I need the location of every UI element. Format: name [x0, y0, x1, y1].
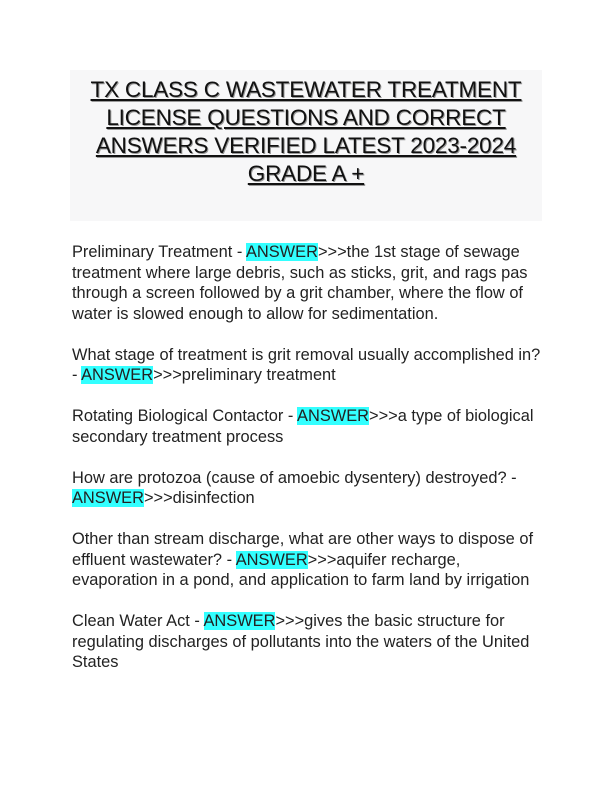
qa-item [72, 406, 546, 447]
question-text: Clean Water Act [72, 612, 190, 630]
answer-text: aquifer recharge, evaporation in a pond, and application to farm land by irrigation [72, 550, 530, 589]
qa-item [72, 468, 546, 509]
title-line-2: LICENSE QUESTIONS AND CORRECT [106, 105, 506, 130]
answer-prefix: >>> [307, 550, 337, 569]
answer-highlight: ANSWER [297, 407, 369, 425]
separator: - [222, 550, 236, 569]
answer-prefix: >>> [369, 407, 398, 425]
question-text: How are protozoa (cause of amoebic dysentery) destroyed? [72, 468, 507, 487]
answer-highlight: ANSWER [203, 612, 276, 630]
answer-prefix: >>> [153, 366, 182, 384]
separator: - [189, 612, 204, 630]
qa-item [72, 345, 546, 386]
question-text: Preliminary Treatment [72, 243, 233, 261]
answer-prefix: >>> [317, 243, 347, 261]
answer-prefix: >>> [275, 612, 305, 630]
answer-highlight: ANSWER [81, 366, 154, 384]
title-line-4: GRADE A + [247, 161, 365, 186]
title-line-1: TX CLASS C WASTEWATER TREATMENT [90, 77, 522, 102]
question-text: What stage of treatment is grit removal usually accomplished in? [72, 345, 541, 364]
answer-highlight: ANSWER [72, 489, 144, 507]
qa-list [72, 242, 546, 693]
answer-highlight: ANSWER [245, 243, 318, 261]
separator: - [232, 243, 246, 261]
title-line-3: ANSWERS VERIFIED LATEST 2023-2024 [95, 133, 517, 158]
qa-item [72, 611, 546, 673]
document-title [70, 70, 542, 221]
answer-highlight: ANSWER [235, 550, 308, 569]
qa-item [72, 529, 546, 591]
answer-text: a type of biological secondary treatment process [72, 407, 534, 446]
qa-item [72, 242, 546, 324]
question-text: Other than stream discharge, what are other ways to dispose of effluent wastewater? [72, 530, 533, 569]
answer-text: the 1st stage of sewage treatment where large debris, such as sticks, grit, and rags pas through a screen followed by a grit chamber, where the flow of water is slowed enough to allow for sedimentation. [72, 243, 528, 323]
question-text: Rotating Biological Contactor [72, 407, 284, 425]
answer-text: gives the basic structure for regulating discharges of pollutants into the waters of the United States [72, 612, 530, 671]
separator: - [72, 366, 82, 384]
answer-text: disinfection [172, 489, 255, 507]
answer-prefix: >>> [143, 489, 173, 507]
answer-text: preliminary treatment [181, 366, 336, 384]
separator: - [283, 407, 298, 425]
separator: - [506, 468, 517, 487]
